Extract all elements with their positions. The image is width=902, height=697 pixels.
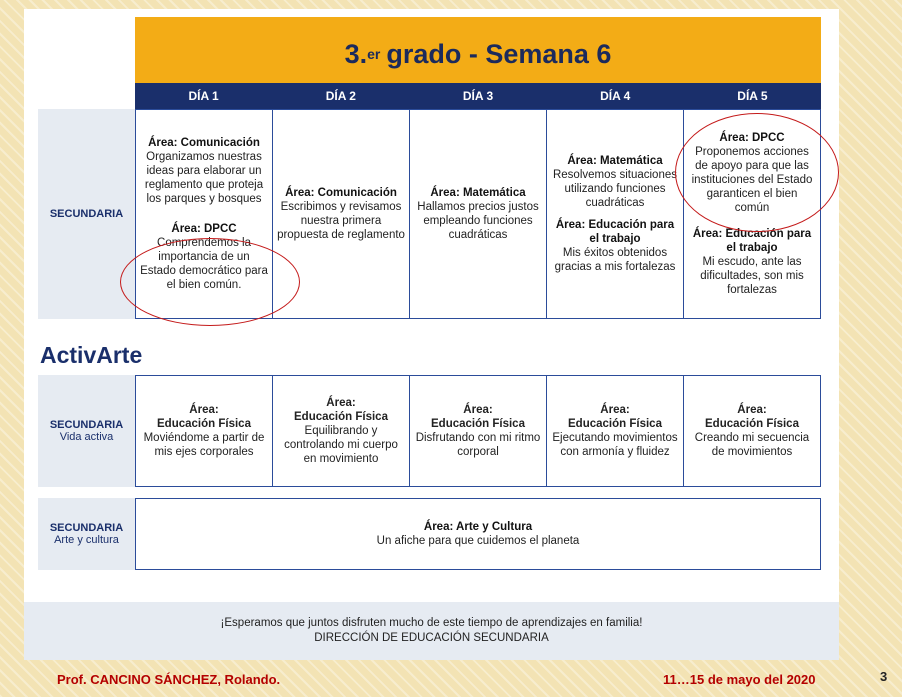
day-header: DÍA 1 bbox=[188, 89, 219, 103]
area-name: Educación Física bbox=[294, 411, 388, 423]
footer-message bbox=[24, 602, 839, 660]
lesson-text: Mis éxitos obtenidos gracias a mis fortalezas bbox=[554, 247, 676, 273]
schedule-cell-day3 bbox=[410, 376, 547, 486]
lesson-text: Mi escudo, ante las dificultades, son mis fortalezas bbox=[700, 256, 804, 296]
lesson-text: Moviéndome a partir de mis ejes corporales bbox=[143, 432, 265, 458]
lesson-text: Organizamos nuestras ideas para elaborar un reglamento que proteja los parques y bosques bbox=[144, 151, 264, 205]
area-label: Área: bbox=[463, 404, 493, 416]
lesson-block bbox=[551, 154, 679, 210]
footer-line: ¡Esperamos que juntos disfruten mucho de este tiempo de aprendizajes en familia! bbox=[220, 617, 643, 629]
area-name: Educación Física bbox=[431, 418, 525, 430]
schedule-cell-day1 bbox=[136, 376, 273, 486]
teacher-name: Prof. CANCINO SÁNCHEZ, Rolando. bbox=[57, 672, 281, 687]
area-label: Área: bbox=[326, 397, 356, 409]
page-title bbox=[135, 17, 821, 91]
area-label: Área: bbox=[600, 404, 630, 416]
day-header: DÍA 4 bbox=[600, 89, 631, 103]
lesson-block bbox=[688, 227, 816, 297]
schedule-cell-day3 bbox=[410, 110, 547, 318]
lesson-text: Comprendemos la importancia de un Estado democrático para el bien común. bbox=[140, 237, 268, 291]
area-label: Área: Educación para el trabajo bbox=[692, 228, 812, 254]
lesson-text: Proponemos acciones de apoyo para que las instituciones del Estado garanticen el bien común bbox=[691, 146, 813, 214]
row-label-arte-cultura bbox=[38, 498, 135, 570]
schedule-cell-day2 bbox=[273, 376, 410, 486]
vida-activa-row bbox=[135, 375, 821, 487]
lesson-text: Hallamos precios justos empleando funciones cuadráticas bbox=[417, 201, 539, 241]
lesson-block bbox=[551, 218, 679, 274]
arte-cultura-row bbox=[135, 498, 821, 570]
highlight-ellipse bbox=[675, 113, 839, 232]
schedule-cell-day5 bbox=[684, 376, 820, 486]
lesson-block bbox=[140, 136, 268, 206]
area-label: Área: Comunicación bbox=[148, 137, 260, 149]
lesson-block bbox=[414, 186, 542, 242]
area-label: Área: bbox=[189, 404, 219, 416]
lesson-text: Equilibrando y controlando mi cuerpo en movimiento bbox=[284, 425, 398, 465]
lesson-text: Escribimos y revisamos nuestra primera propuesta de reglamento bbox=[277, 201, 405, 241]
area-label: Área: Comunicación bbox=[285, 187, 397, 199]
lesson-text: Disfrutando con mi ritmo corporal bbox=[415, 432, 541, 458]
lesson-text: Un afiche para que cuidemos el planeta bbox=[376, 535, 580, 547]
area-name: Educación Física bbox=[157, 418, 251, 430]
lesson-text: Ejecutando movimientos con armonía y fluidez bbox=[552, 432, 678, 458]
area-label: Área: DPCC bbox=[719, 132, 785, 144]
lesson-text: Creando mi secuencia de movimientos bbox=[694, 432, 810, 458]
page-number: 3 bbox=[880, 669, 888, 684]
schedule-slide bbox=[24, 9, 839, 660]
day-header: DÍA 2 bbox=[325, 89, 356, 103]
area-label: Área: Matemática bbox=[567, 155, 663, 167]
area-label: Área: Matemática bbox=[430, 187, 526, 199]
title-number: 3. bbox=[344, 38, 368, 69]
row-label-text: SECUNDARIA bbox=[49, 208, 124, 220]
day-header-row bbox=[135, 83, 821, 109]
area-label: Área: DPCC bbox=[171, 223, 237, 235]
day-header: DÍA 3 bbox=[462, 89, 494, 103]
highlight-ellipse bbox=[120, 238, 300, 326]
title-superscript: er bbox=[367, 46, 381, 62]
row-label-text: SECUNDARIA bbox=[49, 522, 124, 534]
date-range: 11…15 de mayo del 2020 bbox=[663, 672, 816, 687]
schedule-cell-day4 bbox=[547, 110, 684, 318]
area-label: Área: Arte y Cultura bbox=[423, 521, 533, 533]
area-label: Área: bbox=[737, 404, 767, 416]
lesson-text: Resolvemos situaciones utilizando funciones cuadráticas bbox=[552, 169, 677, 209]
area-name: Educación Física bbox=[568, 418, 662, 430]
row-sublabel: Vida activa bbox=[59, 431, 114, 443]
area-label: Área: Educación para el trabajo bbox=[555, 219, 675, 245]
lesson-block bbox=[277, 186, 405, 242]
row-label-vida-activa bbox=[38, 375, 135, 487]
schedule-cell-day4 bbox=[547, 376, 684, 486]
area-name: Educación Física bbox=[705, 418, 799, 430]
title-text: grado - Semana 6 bbox=[386, 38, 612, 69]
row-sublabel: Arte y cultura bbox=[54, 534, 119, 546]
day-header: DÍA 5 bbox=[737, 89, 768, 103]
activarte-heading: ActivArte bbox=[40, 342, 143, 368]
footer-line: DIRECCIÓN DE EDUCACIÓN SECUNDARIA bbox=[314, 632, 549, 644]
row-label-text: SECUNDARIA bbox=[49, 419, 124, 431]
